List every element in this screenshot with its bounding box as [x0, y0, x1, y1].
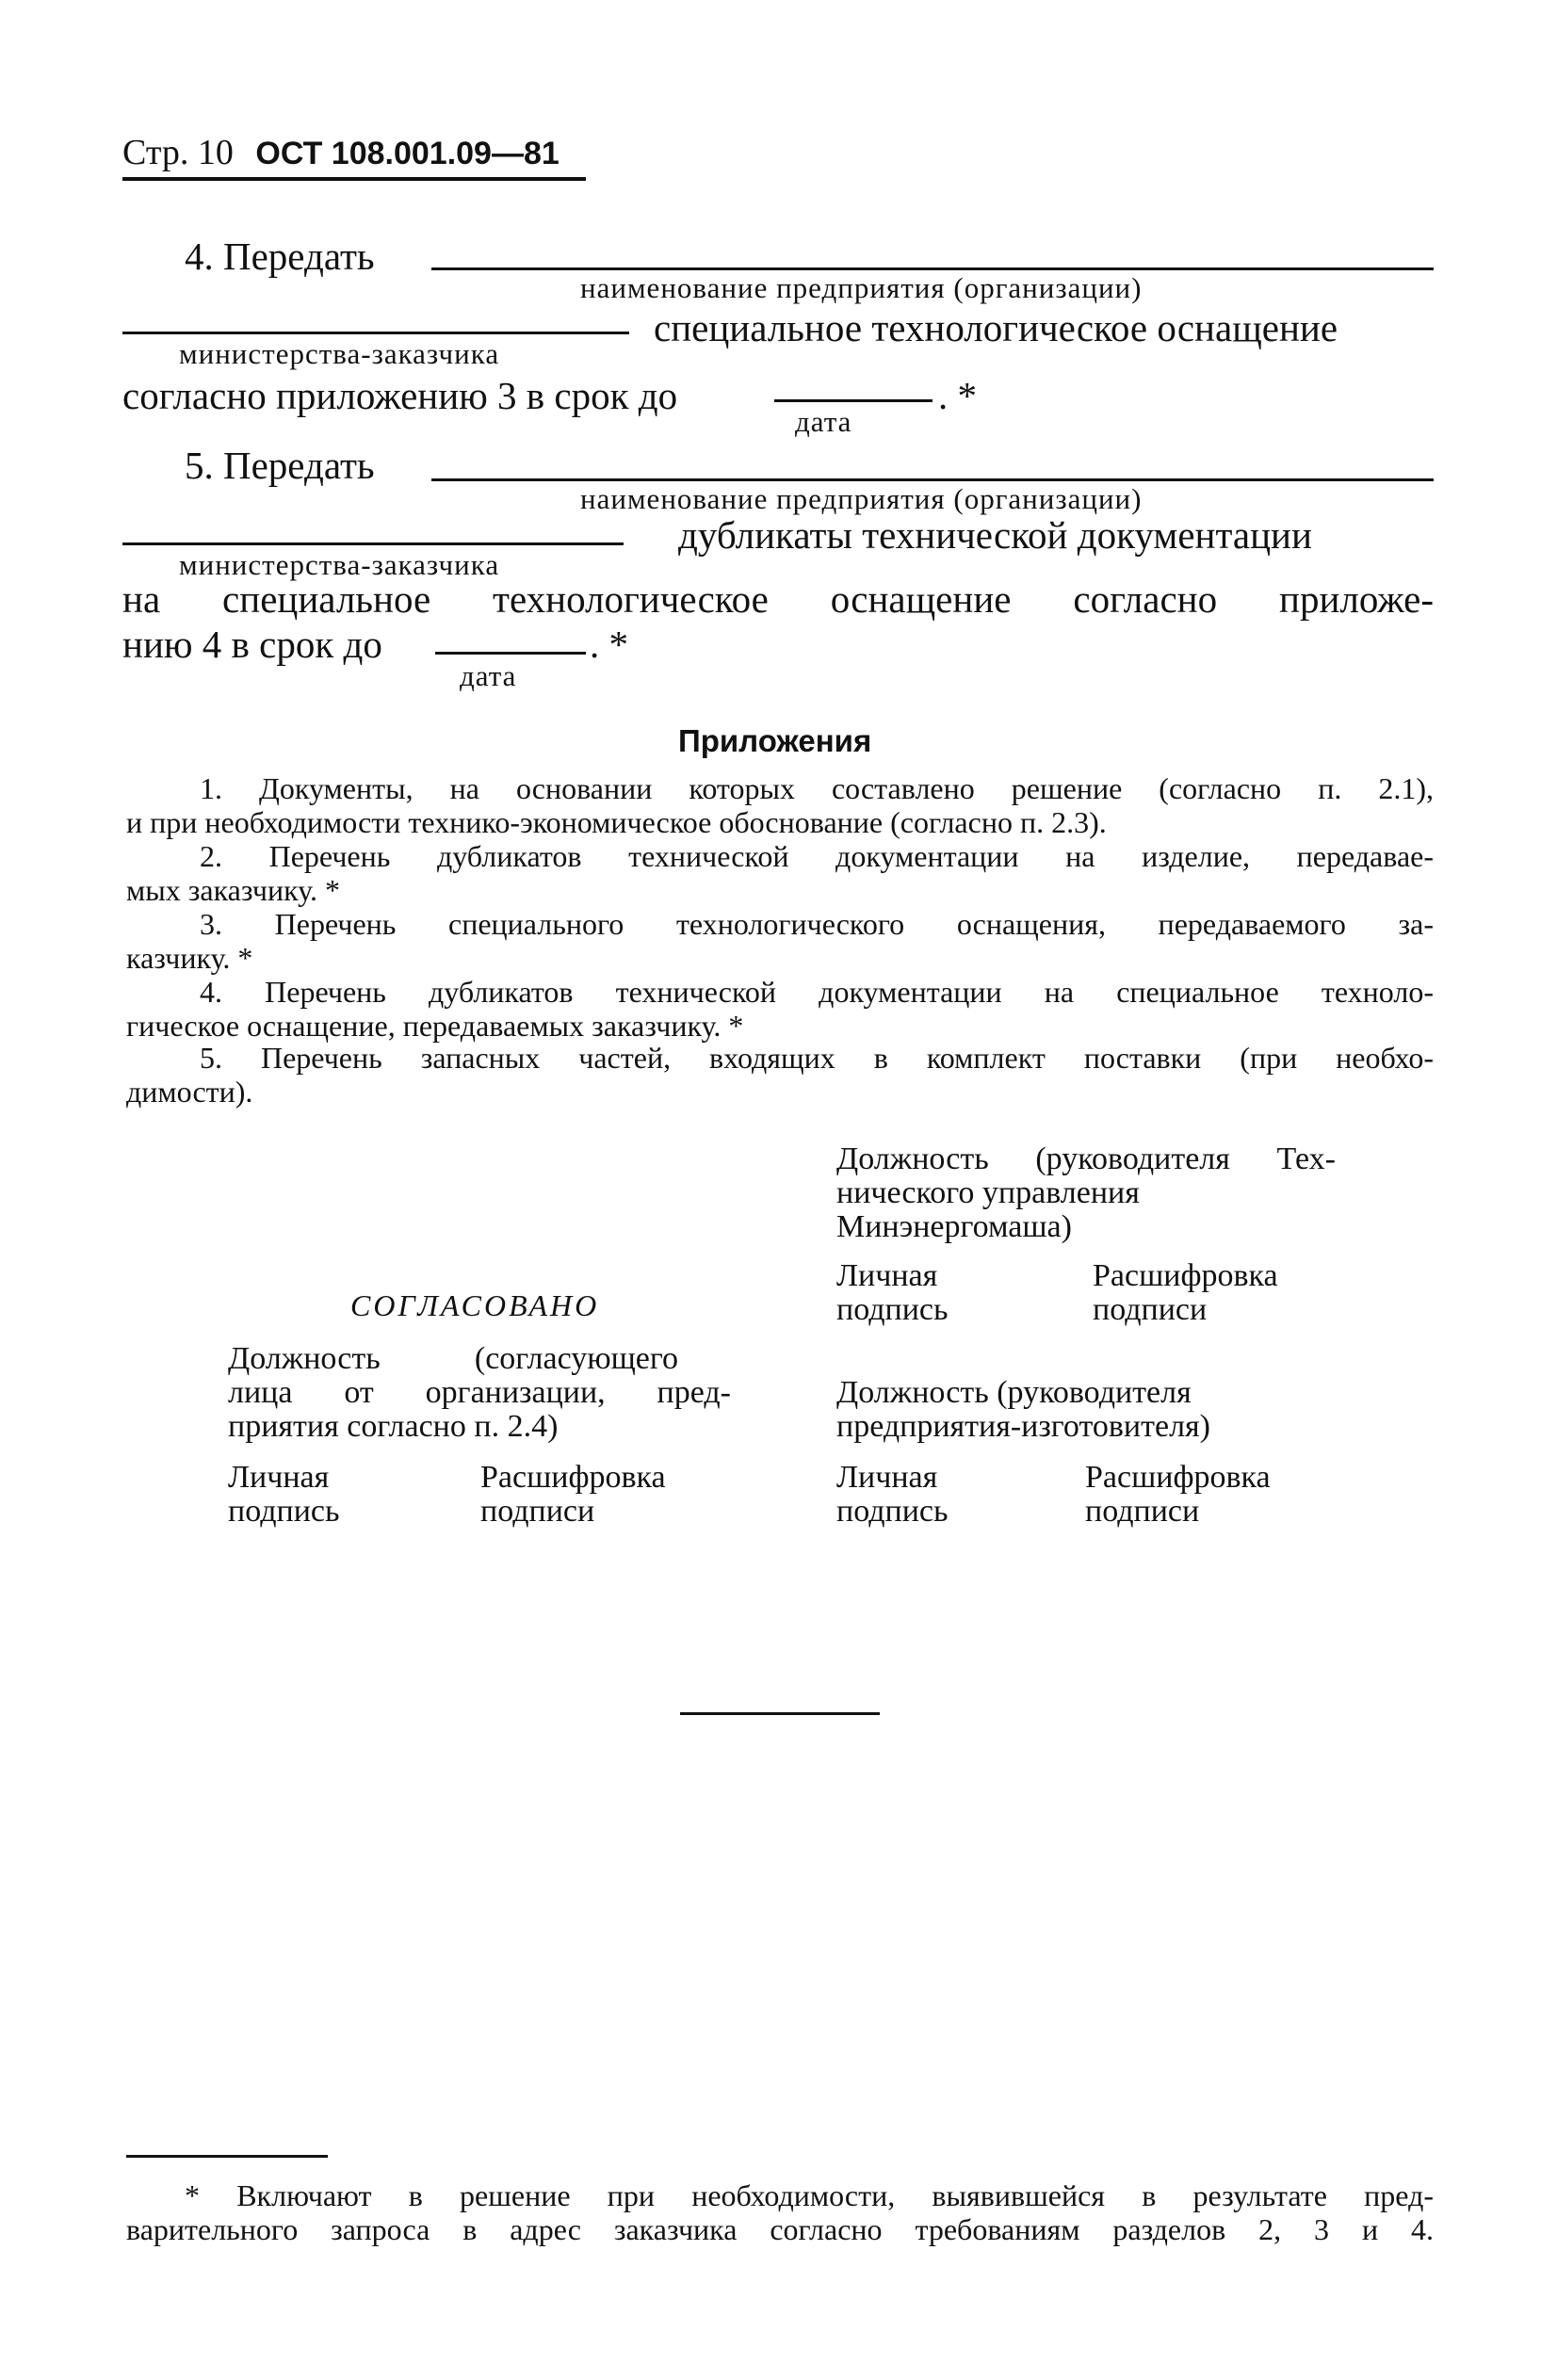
appendix-1-line2: и при необходимости технико-экономическое обоснование (согласно п. 2.3).: [126, 805, 1107, 839]
approved-label: СОГЛАСОВАНО: [350, 1288, 600, 1322]
right-bottom-position-l1: Должность (руководителя: [836, 1375, 1192, 1410]
item5-ministry-line: [122, 542, 624, 545]
footnote-rule: [126, 2155, 328, 2158]
left-position-l2: лица от организации, пред-: [228, 1375, 731, 1410]
item5-date-line: [435, 652, 586, 655]
right-bottom-decode-l1: Расшифровка: [1085, 1460, 1271, 1495]
item5-org-line: [431, 478, 1434, 481]
left-signature-l2: подпись: [228, 1494, 340, 1529]
item4-date-caption: дата: [795, 405, 852, 438]
appendices-title: Приложения: [678, 723, 872, 758]
item4-org-caption: наименование предприятия (организации): [580, 271, 1143, 304]
end-separator: [680, 1712, 880, 1715]
left-position-l1: Должность (согласующего: [228, 1341, 678, 1376]
left-decode-l1: Расшифровка: [480, 1460, 666, 1495]
item4-star: . *: [938, 374, 977, 417]
right-top-position-l2: нического управления: [836, 1175, 1140, 1210]
right-top-signature-l1: Личная: [836, 1258, 938, 1293]
right-bottom-position-l2: предприятия-изготовителя): [836, 1409, 1210, 1444]
right-bottom-signature-l2: подпись: [836, 1494, 949, 1529]
item4-ministry-line: [122, 332, 629, 334]
right-bottom-signature-l1: Личная: [836, 1460, 938, 1495]
item4-equipment-text: специальное технологическое оснащение: [654, 306, 1338, 349]
appendix-2-line1: 2. Перечень дубликатов технической документации на изделие, передавае-: [200, 839, 1434, 873]
item4-lead: 4. Передать: [185, 235, 375, 278]
appendix-1-line1: 1. Документы, на основании которых составлено решение (согласно п. 2.1),: [200, 771, 1434, 805]
item4-org-line: [431, 267, 1434, 270]
right-top-position-l1: Должность (руководителя Тех-: [836, 1141, 1336, 1176]
item5-star: . *: [590, 623, 628, 666]
left-decode-l2: подписи: [480, 1494, 595, 1529]
right-top-position-l3: Минэнергомаша): [836, 1209, 1072, 1244]
appendix-5-line1: 5. Перечень запасных частей, входящих в комплект поставки (при необхо-: [200, 1041, 1434, 1075]
right-bottom-decode-l2: подписи: [1085, 1494, 1200, 1529]
item5-date-caption: дата: [460, 659, 517, 692]
item5-lead: 5. Передать: [185, 444, 375, 487]
item4-date-line: [774, 399, 933, 402]
item5-duplicates-text: дубликаты технической документации: [678, 513, 1312, 557]
left-position-l3: приятия согласно п. 2.4): [228, 1409, 559, 1444]
item5-line3: на специальное технологическое оснащение согласно приложе-: [122, 577, 1434, 621]
footnote-line2: варительного запроса в адрес заказчика согласно требованиям разделов 2, 3 и 4.: [126, 2212, 1434, 2246]
item5-line4: нию 4 в срок до: [122, 623, 382, 666]
appendix-3-line1: 3. Перечень специального технологического оснащения, передаваемого за-: [200, 907, 1434, 941]
appendix-5-line2: димости).: [126, 1075, 253, 1109]
standard-code: ОСТ 108.001.09—81: [255, 136, 560, 171]
item5-ministry-caption: министерства-заказчика: [179, 548, 500, 581]
item4-ministry-caption: министерства-заказчика: [179, 337, 500, 370]
right-top-decode-l1: Расшифровка: [1093, 1258, 1278, 1293]
left-signature-l1: Личная: [228, 1460, 330, 1495]
page-header: [122, 132, 560, 173]
right-top-signature-l2: подпись: [836, 1292, 949, 1327]
appendix-2-line2: мых заказчику. *: [126, 873, 340, 907]
appendix-3-line2: казчику. *: [126, 941, 253, 975]
footnote-line1: * Включают в решение при необходимости, выявившейся в результате пред-: [185, 2178, 1434, 2212]
item4-deadline-text: согласно приложению 3 в срок до: [122, 374, 678, 417]
page-number: Стр. 10: [122, 133, 234, 172]
appendix-4-line1: 4. Перечень дубликатов технической документации на специальное техноло-: [200, 975, 1434, 1009]
header-rule: [122, 177, 586, 181]
item5-org-caption: наименование предприятия (организации): [580, 482, 1143, 515]
right-top-decode-l2: подписи: [1093, 1292, 1208, 1327]
appendix-4-line2: гическое оснащение, передаваемых заказчику. *: [126, 1009, 744, 1043]
